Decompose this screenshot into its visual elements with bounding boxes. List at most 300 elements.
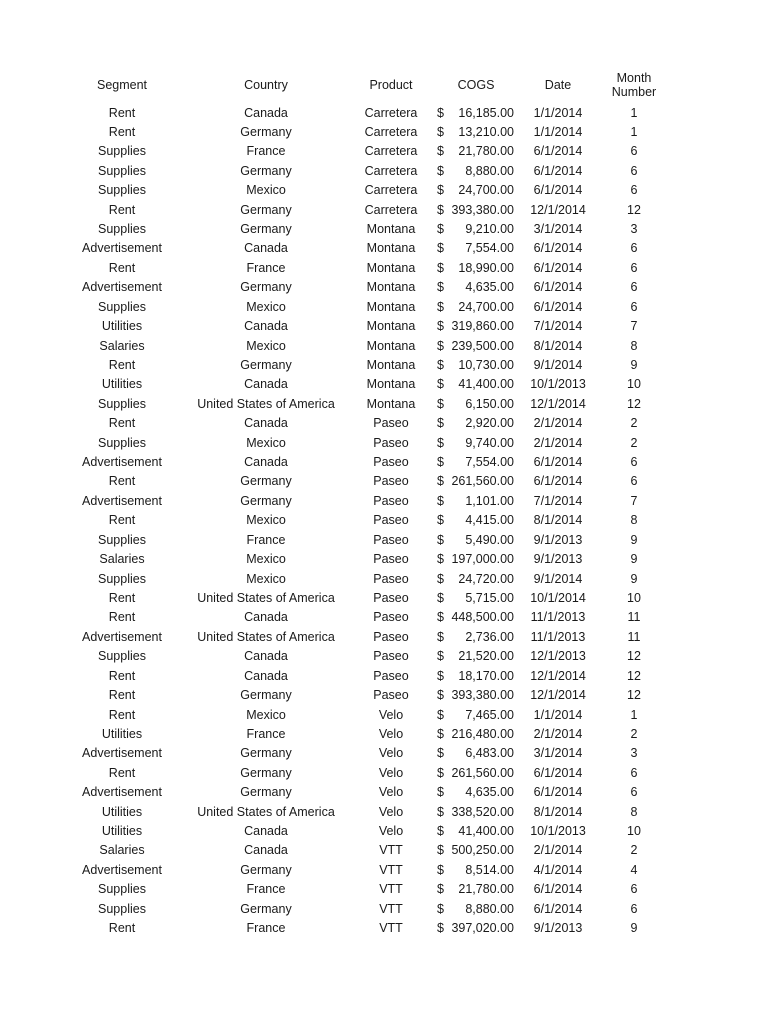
table-row	[0, 337, 768, 356]
cell-date: 8/1/2014	[533, 338, 583, 353]
cell-date: 9/1/2014	[533, 357, 583, 372]
cell-country: Canada	[244, 377, 288, 392]
cell-country: Mexico	[246, 552, 286, 567]
cell-month-number: 2	[630, 726, 638, 741]
cell-cogs: 41,400.00	[458, 377, 514, 392]
table-row	[0, 880, 768, 899]
cell-product: Carretera	[364, 124, 418, 139]
cell-product: Montana	[366, 396, 416, 411]
cell-product: Montana	[366, 377, 416, 392]
table-row	[0, 472, 768, 491]
cell-date: 9/1/2014	[533, 571, 583, 586]
cell-currency-symbol: $	[437, 921, 444, 936]
cell-segment: Rent	[108, 202, 136, 217]
cell-currency-symbol: $	[437, 571, 444, 586]
table-row	[0, 822, 768, 841]
cell-segment: Salaries	[99, 843, 145, 858]
cell-currency-symbol: $	[437, 629, 444, 644]
cell-product: Carretera	[364, 105, 418, 120]
cell-currency-symbol: $	[437, 610, 444, 625]
cell-segment: Rent	[108, 513, 136, 528]
cell-date: 6/1/2014	[533, 183, 583, 198]
cell-date: 12/1/2013	[530, 649, 586, 664]
cell-cogs: 8,514.00	[465, 862, 514, 877]
cell-date: 11/1/2013	[530, 610, 586, 625]
cell-segment: Rent	[108, 610, 136, 625]
cell-currency-symbol: $	[437, 591, 444, 605]
cell-cogs: 6,483.00	[465, 746, 514, 761]
cell-month-number: 6	[630, 260, 638, 275]
cell-segment: Supplies	[98, 396, 146, 411]
cell-product: VTT	[379, 882, 403, 897]
cell-cogs: 393,380.00	[451, 688, 514, 703]
cell-date: 6/1/2014	[533, 163, 583, 178]
cell-product: Carretera	[364, 202, 418, 217]
cell-currency-symbol: $	[437, 668, 444, 683]
cell-segment: Utilities	[101, 726, 143, 741]
cell-month-number: 9	[630, 357, 638, 372]
cell-country: Mexico	[246, 571, 286, 586]
cell-country: France	[246, 882, 286, 897]
cell-segment: Rent	[108, 921, 136, 936]
cell-date: 8/1/2014	[533, 804, 583, 819]
cell-date: 6/1/2014	[533, 785, 583, 800]
table-row	[0, 259, 768, 278]
cell-product: Paseo	[373, 688, 409, 703]
cell-month-number: 6	[630, 144, 638, 159]
cell-country: United States of America	[197, 591, 335, 605]
cell-currency-symbol: $	[437, 396, 444, 411]
cell-country: Canada	[244, 668, 288, 683]
cell-cogs: 21,520.00	[458, 649, 514, 664]
cell-segment: Utilities	[101, 824, 143, 839]
cell-segment: Utilities	[101, 377, 143, 392]
table-row	[0, 453, 768, 472]
table-row	[0, 900, 768, 919]
cell-segment: Rent	[108, 688, 136, 703]
cell-cogs: 338,520.00	[451, 804, 514, 819]
cell-cogs: 8,880.00	[465, 163, 514, 178]
cell-product: Velo	[378, 824, 404, 839]
cell-currency-symbol: $	[437, 377, 444, 392]
cell-country: United States of America	[197, 804, 335, 819]
cell-date: 2/1/2014	[533, 435, 583, 450]
cell-month-number: 9	[630, 532, 638, 547]
table-row	[0, 239, 768, 258]
cell-currency-symbol: $	[437, 280, 444, 295]
cell-date: 10/1/2013	[530, 377, 586, 392]
cell-country: France	[246, 532, 286, 547]
cell-cogs: 397,020.00	[451, 921, 514, 936]
cell-currency-symbol: $	[437, 416, 444, 431]
table-row	[0, 647, 768, 666]
cell-currency-symbol: $	[437, 338, 444, 353]
cell-country: Germany	[240, 746, 292, 761]
table-row	[0, 861, 768, 880]
cell-date: 6/1/2014	[533, 144, 583, 159]
cell-currency-symbol: $	[437, 901, 444, 916]
cell-date: 12/1/2014	[530, 202, 586, 217]
cell-cogs: 4,635.00	[465, 785, 514, 800]
cell-country: Mexico	[246, 338, 286, 353]
cell-currency-symbol: $	[437, 532, 444, 547]
cell-product: VTT	[379, 843, 403, 858]
cell-country: Canada	[244, 824, 288, 839]
cell-segment: Rent	[108, 416, 136, 431]
cell-date: 2/1/2014	[533, 726, 583, 741]
cell-month-number: 3	[630, 222, 638, 237]
cell-currency-symbol: $	[437, 299, 444, 314]
cell-country: Canada	[244, 455, 288, 470]
cell-currency-symbol: $	[437, 726, 444, 741]
cell-segment: Supplies	[98, 435, 146, 450]
cell-segment: Rent	[108, 707, 136, 722]
cell-product: VTT	[379, 921, 403, 936]
table-row	[0, 201, 768, 220]
cell-month-number: 1	[630, 105, 638, 120]
cell-month-number: 12	[627, 688, 641, 703]
cell-product: Velo	[378, 785, 404, 800]
cell-cogs: 21,780.00	[458, 144, 514, 159]
table-row	[0, 550, 768, 569]
cell-month-number: 12	[627, 396, 641, 411]
cell-month-number: 1	[630, 707, 638, 722]
cell-currency-symbol: $	[437, 163, 444, 178]
header-month-number-line1: Month	[616, 71, 652, 85]
cell-month-number: 6	[630, 299, 638, 314]
cell-cogs: 18,990.00	[458, 260, 514, 275]
cell-currency-symbol: $	[437, 804, 444, 819]
cell-product: Paseo	[373, 571, 409, 586]
cell-product: Paseo	[373, 668, 409, 683]
cell-country: Germany	[240, 862, 292, 877]
cell-currency-symbol: $	[437, 765, 444, 780]
cell-cogs: 5,715.00	[465, 591, 514, 605]
cell-country: Germany	[240, 280, 292, 295]
cell-month-number: 12	[627, 668, 641, 683]
cell-date: 6/1/2014	[533, 474, 583, 489]
cell-currency-symbol: $	[437, 493, 444, 508]
cell-month-number: 6	[630, 882, 638, 897]
table-row	[0, 414, 768, 433]
cell-product: VTT	[379, 862, 403, 877]
table-row	[0, 706, 768, 725]
cell-country: Canada	[244, 319, 288, 334]
cell-country: Germany	[240, 357, 292, 372]
cell-cogs: 1,101.00	[465, 493, 514, 508]
cell-date: 1/1/2014	[533, 707, 583, 722]
table-row	[0, 803, 768, 822]
cell-currency-symbol: $	[437, 824, 444, 839]
cell-segment: Salaries	[99, 338, 145, 353]
cell-month-number: 2	[630, 416, 638, 431]
cell-product: Paseo	[373, 610, 409, 625]
cell-country: Mexico	[246, 513, 286, 528]
cell-segment: Advertisement	[82, 629, 162, 644]
cell-currency-symbol: $	[437, 882, 444, 897]
cell-date: 1/1/2014	[533, 124, 583, 139]
cell-currency-symbol: $	[437, 105, 444, 120]
cell-month-number: 6	[630, 785, 638, 800]
cell-product: Paseo	[373, 629, 409, 644]
cell-country: Mexico	[246, 707, 286, 722]
cell-currency-symbol: $	[437, 843, 444, 858]
header-product: Product	[369, 78, 413, 92]
cell-country: France	[246, 726, 286, 741]
cell-date: 6/1/2014	[533, 260, 583, 275]
cell-month-number: 7	[630, 493, 638, 508]
cell-cogs: 500,250.00	[451, 843, 514, 858]
cell-product: Paseo	[373, 513, 409, 528]
cell-date: 10/1/2014	[530, 591, 586, 605]
cell-product: Montana	[366, 241, 416, 256]
cell-segment: Advertisement	[82, 746, 162, 761]
cell-product: Montana	[366, 260, 416, 275]
cell-country: Germany	[240, 163, 292, 178]
cell-segment: Supplies	[98, 901, 146, 916]
cell-segment: Rent	[108, 357, 136, 372]
cell-country: Germany	[240, 493, 292, 508]
cell-product: Velo	[378, 765, 404, 780]
cell-cogs: 319,860.00	[451, 319, 514, 334]
cell-currency-symbol: $	[437, 144, 444, 159]
cell-country: Germany	[240, 474, 292, 489]
cell-country: Germany	[240, 901, 292, 916]
header-segment: Segment	[96, 78, 148, 92]
cell-date: 3/1/2014	[533, 222, 583, 237]
cell-product: Velo	[378, 746, 404, 761]
table-row	[0, 278, 768, 297]
cell-month-number: 6	[630, 241, 638, 256]
cell-cogs: 8,880.00	[465, 901, 514, 916]
cell-product: Paseo	[373, 552, 409, 567]
cell-country: Canada	[244, 241, 288, 256]
cell-country: Germany	[240, 765, 292, 780]
cell-segment: Supplies	[98, 882, 146, 897]
cell-cogs: 7,554.00	[465, 241, 514, 256]
table-row	[0, 686, 768, 705]
cell-month-number: 3	[630, 746, 638, 761]
cell-date: 6/1/2014	[533, 241, 583, 256]
cell-segment: Advertisement	[82, 241, 162, 256]
cell-country: United States of America	[197, 396, 335, 411]
cell-date: 7/1/2014	[533, 493, 583, 508]
cell-date: 7/1/2014	[533, 319, 583, 334]
cell-cogs: 4,635.00	[465, 280, 514, 295]
table-row	[0, 608, 768, 627]
table-row	[0, 317, 768, 336]
cell-cogs: 10,730.00	[458, 357, 514, 372]
cell-month-number: 6	[630, 765, 638, 780]
cell-cogs: 7,554.00	[465, 455, 514, 470]
cell-month-number: 6	[630, 901, 638, 916]
cell-segment: Supplies	[98, 532, 146, 547]
cell-country: France	[246, 260, 286, 275]
cell-date: 2/1/2014	[533, 416, 583, 431]
cell-cogs: 216,480.00	[451, 726, 514, 741]
cell-product: Montana	[366, 319, 416, 334]
cell-product: VTT	[379, 901, 403, 916]
cell-segment: Advertisement	[82, 280, 162, 295]
cell-country: Mexico	[246, 299, 286, 314]
cell-product: Paseo	[373, 591, 409, 605]
cell-segment: Rent	[108, 765, 136, 780]
cell-month-number: 9	[630, 552, 638, 567]
cell-date: 6/1/2014	[533, 765, 583, 780]
cell-currency-symbol: $	[437, 241, 444, 256]
table-row	[0, 783, 768, 802]
cell-segment: Supplies	[98, 571, 146, 586]
cell-date: 6/1/2014	[533, 901, 583, 916]
cell-date: 9/1/2013	[533, 532, 583, 547]
cell-cogs: 261,560.00	[451, 474, 514, 489]
cell-cogs: 9,740.00	[465, 435, 514, 450]
cell-segment: Rent	[108, 260, 136, 275]
cell-segment: Rent	[108, 591, 136, 605]
cell-date: 8/1/2014	[533, 513, 583, 528]
cell-cogs: 21,780.00	[458, 882, 514, 897]
cell-segment: Supplies	[98, 163, 146, 178]
cell-date: 6/1/2014	[533, 882, 583, 897]
cell-currency-symbol: $	[437, 707, 444, 722]
cell-date: 12/1/2014	[530, 688, 586, 703]
table-row	[0, 841, 768, 860]
cell-product: Montana	[366, 280, 416, 295]
cell-product: Carretera	[364, 144, 418, 159]
cell-month-number: 2	[630, 435, 638, 450]
cell-country: France	[246, 921, 286, 936]
cell-segment: Rent	[108, 668, 136, 683]
cell-currency-symbol: $	[437, 474, 444, 489]
table-row	[0, 356, 768, 375]
cell-date: 12/1/2014	[530, 668, 586, 683]
table-row	[0, 375, 768, 394]
table-row	[0, 492, 768, 511]
cell-product: Velo	[378, 726, 404, 741]
table-row	[0, 142, 768, 161]
cell-product: Montana	[366, 357, 416, 372]
table-row	[0, 744, 768, 763]
cell-currency-symbol: $	[437, 513, 444, 528]
cell-cogs: 239,500.00	[451, 338, 514, 353]
cell-month-number: 6	[630, 455, 638, 470]
cell-currency-symbol: $	[437, 688, 444, 703]
cell-country: United States of America	[197, 629, 335, 644]
cell-currency-symbol: $	[437, 357, 444, 372]
cell-product: Paseo	[373, 435, 409, 450]
cell-cogs: 448,500.00	[451, 610, 514, 625]
cell-product: Carretera	[364, 163, 418, 178]
cell-product: Montana	[366, 338, 416, 353]
table-row	[0, 395, 768, 414]
cell-segment: Salaries	[99, 552, 145, 567]
cell-currency-symbol: $	[437, 202, 444, 217]
cell-month-number: 8	[630, 338, 638, 353]
table-row	[0, 570, 768, 589]
cell-currency-symbol: $	[437, 260, 444, 275]
cell-currency-symbol: $	[437, 862, 444, 877]
cell-product: Velo	[378, 804, 404, 819]
cell-month-number: 9	[630, 921, 638, 936]
cell-country: Canada	[244, 843, 288, 858]
cell-date: 3/1/2014	[533, 746, 583, 761]
table-row	[0, 628, 768, 647]
cell-segment: Advertisement	[82, 785, 162, 800]
table-row	[0, 589, 768, 608]
cell-segment: Rent	[108, 474, 136, 489]
cell-segment: Supplies	[98, 222, 146, 237]
cell-month-number: 4	[630, 862, 638, 877]
cell-currency-symbol: $	[437, 319, 444, 334]
cell-product: Paseo	[373, 493, 409, 508]
cell-country: Canada	[244, 416, 288, 431]
cell-date: 11/1/2013	[530, 629, 586, 644]
cell-month-number: 10	[627, 377, 641, 392]
table-row	[0, 919, 768, 938]
header-date: Date	[544, 78, 572, 92]
cell-cogs: 6,150.00	[465, 396, 514, 411]
cell-segment: Supplies	[98, 299, 146, 314]
cell-month-number: 6	[630, 183, 638, 198]
cell-month-number: 2	[630, 843, 638, 858]
cell-cogs: 24,720.00	[458, 571, 514, 586]
cell-country: Germany	[240, 222, 292, 237]
cell-cogs: 4,415.00	[465, 513, 514, 528]
cell-date: 10/1/2013	[530, 824, 586, 839]
cell-segment: Rent	[108, 105, 136, 120]
cell-cogs: 5,490.00	[465, 532, 514, 547]
cell-segment: Advertisement	[82, 862, 162, 877]
cell-segment: Utilities	[101, 804, 143, 819]
cell-cogs: 41,400.00	[458, 824, 514, 839]
cell-country: Mexico	[246, 183, 286, 198]
cell-currency-symbol: $	[437, 183, 444, 198]
cell-currency-symbol: $	[437, 455, 444, 470]
cell-cogs: 197,000.00	[451, 552, 514, 567]
table-row	[0, 181, 768, 200]
cell-cogs: 24,700.00	[458, 299, 514, 314]
cell-month-number: 8	[630, 513, 638, 528]
cell-cogs: 393,380.00	[451, 202, 514, 217]
table-row	[0, 220, 768, 239]
cell-cogs: 24,700.00	[458, 183, 514, 198]
cell-cogs: 9,210.00	[465, 222, 514, 237]
cell-month-number: 11	[627, 629, 641, 644]
cell-date: 6/1/2014	[533, 280, 583, 295]
cell-country: Germany	[240, 124, 292, 139]
cell-month-number: 1	[630, 124, 638, 139]
cell-product: Paseo	[373, 532, 409, 547]
cell-cogs: 7,465.00	[465, 707, 514, 722]
header-cogs: COGS	[457, 78, 495, 92]
table-row	[0, 531, 768, 550]
cell-cogs: 16,185.00	[458, 105, 514, 120]
table-row	[0, 104, 768, 123]
cell-month-number: 10	[627, 824, 641, 839]
cell-currency-symbol: $	[437, 785, 444, 800]
cell-segment: Supplies	[98, 649, 146, 664]
cell-month-number: 6	[630, 280, 638, 295]
cell-country: Canada	[244, 610, 288, 625]
cell-currency-symbol: $	[437, 746, 444, 761]
cell-currency-symbol: $	[437, 552, 444, 567]
cell-segment: Advertisement	[82, 455, 162, 470]
cell-product: Velo	[378, 707, 404, 722]
cell-country: Canada	[244, 649, 288, 664]
cell-date: 4/1/2014	[533, 862, 583, 877]
table-row	[0, 162, 768, 181]
cell-currency-symbol: $	[437, 649, 444, 664]
